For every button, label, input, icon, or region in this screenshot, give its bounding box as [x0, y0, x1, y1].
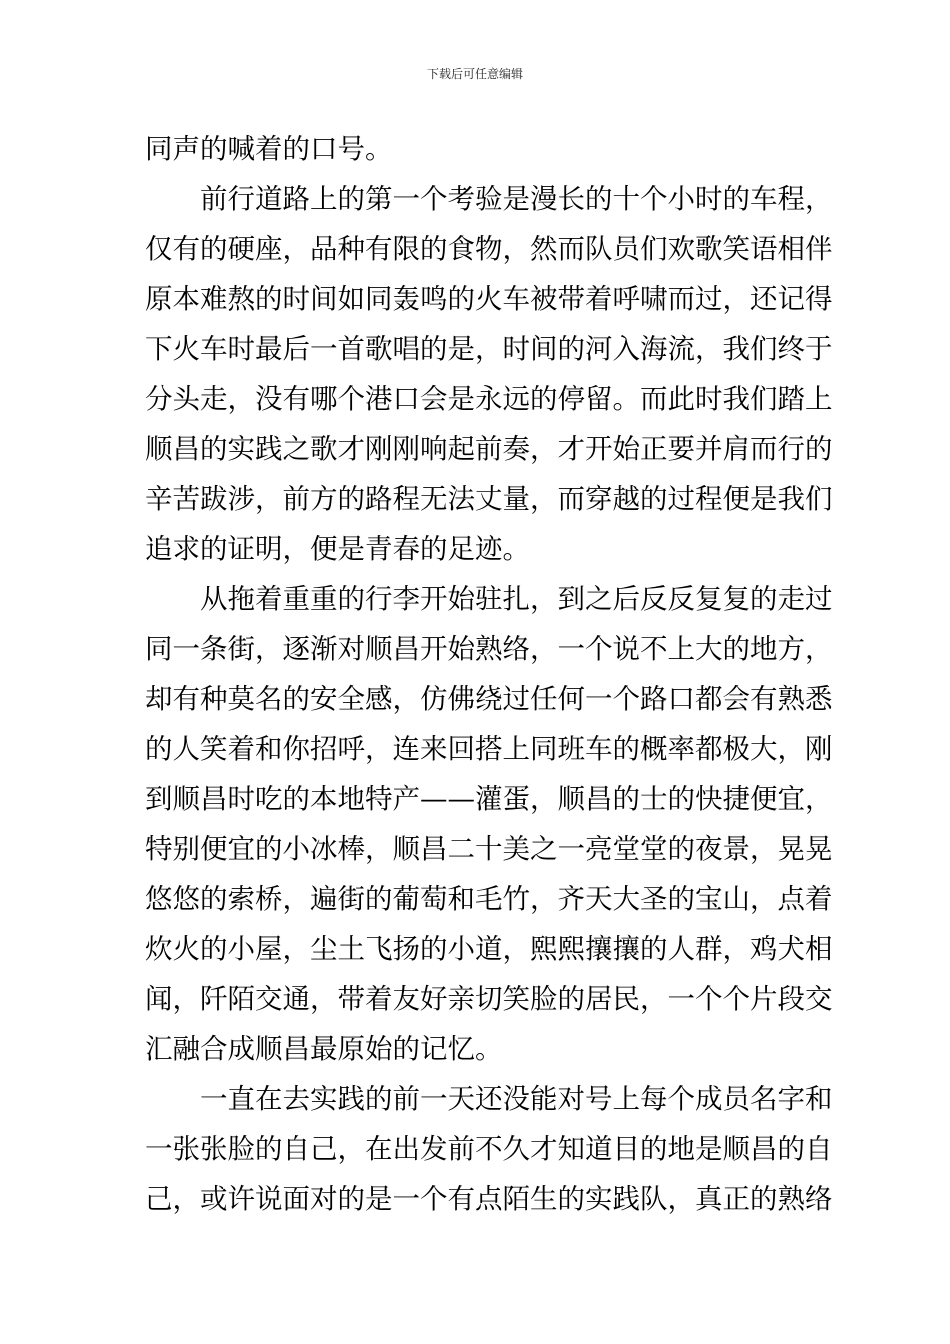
page-header: 下载后可任意编辑 [426, 67, 523, 81]
text-line: 悠悠的索桥，遍街的葡萄和毛竹，齐天大圣的宝山，点着 [145, 883, 833, 915]
text-line: 原本难熬的时间如同轰鸣的火车被带着呼啸而过，还记得 [145, 283, 833, 315]
text-line: 己，或许说面对的是一个有点陌生的实践队，真正的熟络 [145, 1183, 833, 1215]
text-line: 顺昌的实践之歌才刚刚响起前奏，才开始正要并肩而行的 [145, 433, 833, 465]
text-line: 炊火的小屋，尘土飞扬的小道，熙熙攘攘的人群，鸡犬相 [145, 933, 833, 965]
text-line: 特别便宜的小冰棒，顺昌二十美之一亮堂堂的夜景，晃晃 [145, 833, 833, 865]
text-line: 却有种莫名的安全感，仿佛绕过任何一个路口都会有熟悉 [145, 683, 833, 715]
text-line: 下火车时最后一首歌唱的是，时间的河入海流，我们终于 [145, 333, 833, 365]
text-line: 汇融合成顺昌最原始的记忆。 [145, 1033, 503, 1065]
text-line: 追求的证明，便是青春的足迹。 [145, 533, 530, 565]
text-line: 闻，阡陌交通，带着友好亲切笑脸的居民，一个个片段交 [145, 983, 833, 1015]
text-line: 的人笑着和你招呼，连来回搭上同班车的概率都极大，刚 [145, 733, 833, 765]
text-line: 分头走，没有哪个港口会是永远的停留。而此时我们踏上 [145, 383, 833, 415]
text-line: 从拖着重重的行李开始驻扎，到之后反反复复的走过 [145, 583, 833, 615]
text-line: 一直在去实践的前一天还没能对号上每个成员名字和 [145, 1083, 833, 1115]
document-body [145, 124, 833, 1224]
text-line: 一张张脸的自己，在出发前不久才知道目的地是顺昌的自 [145, 1133, 833, 1165]
text-line: 前行道路上的第一个考验是漫长的十个小时的车程， [145, 183, 833, 215]
text-line: 同声的喊着的口号。 [145, 133, 393, 165]
text-line: 同一条街，逐渐对顺昌开始熟络，一个说不上大的地方， [145, 633, 833, 665]
text-line: 仅有的硬座，品种有限的食物，然而队员们欢歌笑语相伴 [145, 233, 833, 265]
text-line: 辛苦跋涉，前方的路程无法丈量，而穿越的过程便是我们 [145, 483, 833, 515]
text-line: 到顺昌时吃的本地特产——灌蛋，顺昌的士的快捷便宜， [145, 783, 833, 815]
